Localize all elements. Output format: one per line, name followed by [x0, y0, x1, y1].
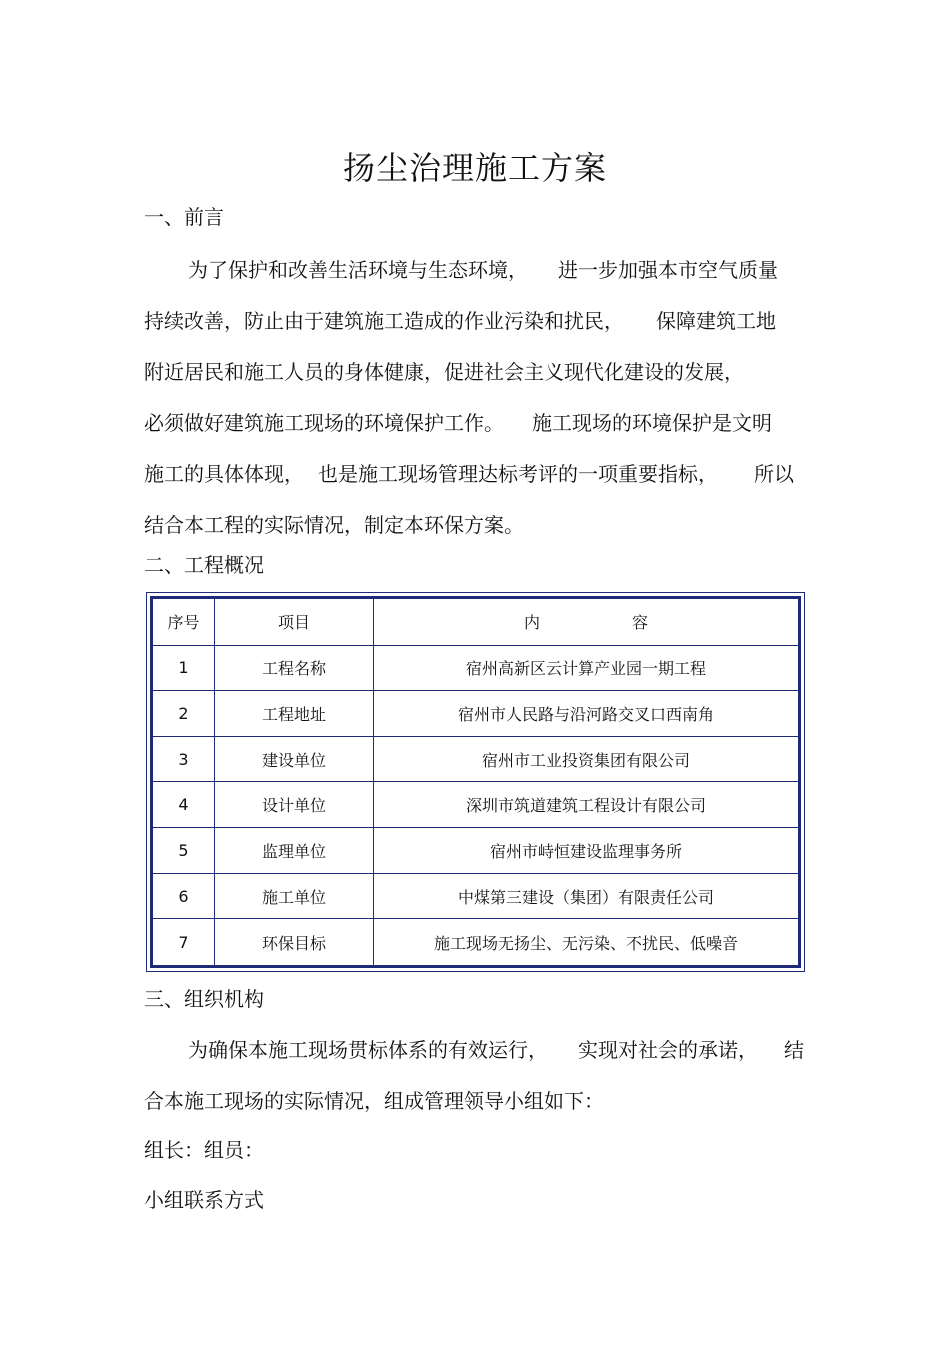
- paragraph-line: [144, 1035, 814, 1086]
- cell-index: 5: [152, 828, 215, 874]
- paragraph-line: [144, 1086, 814, 1137]
- cell-item: 监理单位: [215, 828, 374, 874]
- cell-content: 中煤第三建设（集团）有限责任公司: [374, 873, 800, 919]
- group-members-line: 组长：组员：: [144, 1138, 264, 1162]
- paragraph-line: [144, 255, 814, 306]
- organization-paragraph: [144, 1035, 814, 1137]
- header-content-part: 容: [632, 613, 649, 633]
- text-span: 保障建筑工地: [656, 309, 776, 333]
- header-item: 项目: [215, 598, 374, 646]
- text-span: 施工现场的环境保护是文明: [532, 411, 772, 435]
- text-span: 进一步加强本市空气质量: [558, 258, 778, 282]
- text-span: 施工的具体体现，: [144, 462, 304, 486]
- cell-content: 宿州市工业投资集团有限公司: [374, 736, 800, 782]
- header-content: [374, 598, 800, 646]
- table-row: [152, 691, 800, 737]
- text-span: 为了保护和改善生活环境与生态环境，: [188, 258, 528, 282]
- text-span: 持续改善，防止由于建筑施工造成的作业污染和扰民，: [144, 309, 624, 333]
- cell-content: 施工现场无扬尘、无污染、不扰民、低噪音: [374, 919, 800, 967]
- cell-index: 2: [152, 691, 215, 737]
- cell-item: 建设单位: [215, 736, 374, 782]
- cell-item: 工程名称: [215, 645, 374, 691]
- table-row: [152, 736, 800, 782]
- document-title: 扬尘治理施工方案: [342, 149, 607, 187]
- text-span: 为确保本施工现场贯标体系的有效运行，: [188, 1038, 548, 1062]
- cell-item: 施工单位: [215, 873, 374, 919]
- table-row: [152, 828, 800, 874]
- cell-content: 宿州高新区云计算产业园一期工程: [374, 645, 800, 691]
- paragraph-line: [144, 408, 814, 459]
- paragraph-line: [144, 357, 814, 408]
- paragraph-line: [144, 459, 814, 510]
- cell-index: 7: [152, 919, 215, 967]
- text-span: 结合本工程的实际情况，制定本环保方案。: [144, 513, 524, 537]
- cell-index: 3: [152, 736, 215, 782]
- cell-index: 6: [152, 873, 215, 919]
- cell-index: 1: [152, 645, 215, 691]
- section-heading-overview: 二、工程概况: [144, 553, 264, 577]
- section-heading-organization: 三、组织机构: [144, 987, 264, 1011]
- cell-index: 4: [152, 782, 215, 828]
- cell-content: 宿州市峙恒建设监理事务所: [374, 828, 800, 874]
- text-span: 必须做好建筑施工现场的环境保护工作。: [144, 411, 504, 435]
- section-heading-preface: 一、前言: [144, 205, 224, 229]
- text-span: 实现对社会的承诺，: [578, 1038, 758, 1062]
- table-row: [152, 919, 800, 967]
- table-row: [152, 873, 800, 919]
- cell-item: 工程地址: [215, 691, 374, 737]
- paragraph-line: [144, 306, 814, 357]
- table-row: [152, 782, 800, 828]
- cell-item: 环保目标: [215, 919, 374, 967]
- table-header-row: [152, 598, 800, 646]
- header-content-part: 内: [523, 613, 540, 633]
- table-row: [152, 645, 800, 691]
- preface-paragraph: [144, 255, 814, 561]
- text-span: 所以: [754, 462, 794, 486]
- text-span: 附近居民和施工人员的身体健康，促进社会主义现代化建设的发展，: [144, 360, 744, 384]
- cell-content: 深圳市筑道建筑工程设计有限公司: [374, 782, 800, 828]
- group-contact-line: 小组联系方式: [144, 1188, 264, 1212]
- text-span: 结: [784, 1038, 804, 1062]
- text-span: 合本施工现场的实际情况，组成管理领导小组如下：: [144, 1089, 604, 1113]
- project-overview-table: [146, 592, 805, 972]
- text-span: 也是施工现场管理达标考评的一项重要指标，: [318, 462, 718, 486]
- header-index: 序号: [152, 598, 215, 646]
- overview-table: [150, 596, 801, 968]
- cell-content: 宿州市人民路与沿河路交叉口西南角: [374, 691, 800, 737]
- cell-item: 设计单位: [215, 782, 374, 828]
